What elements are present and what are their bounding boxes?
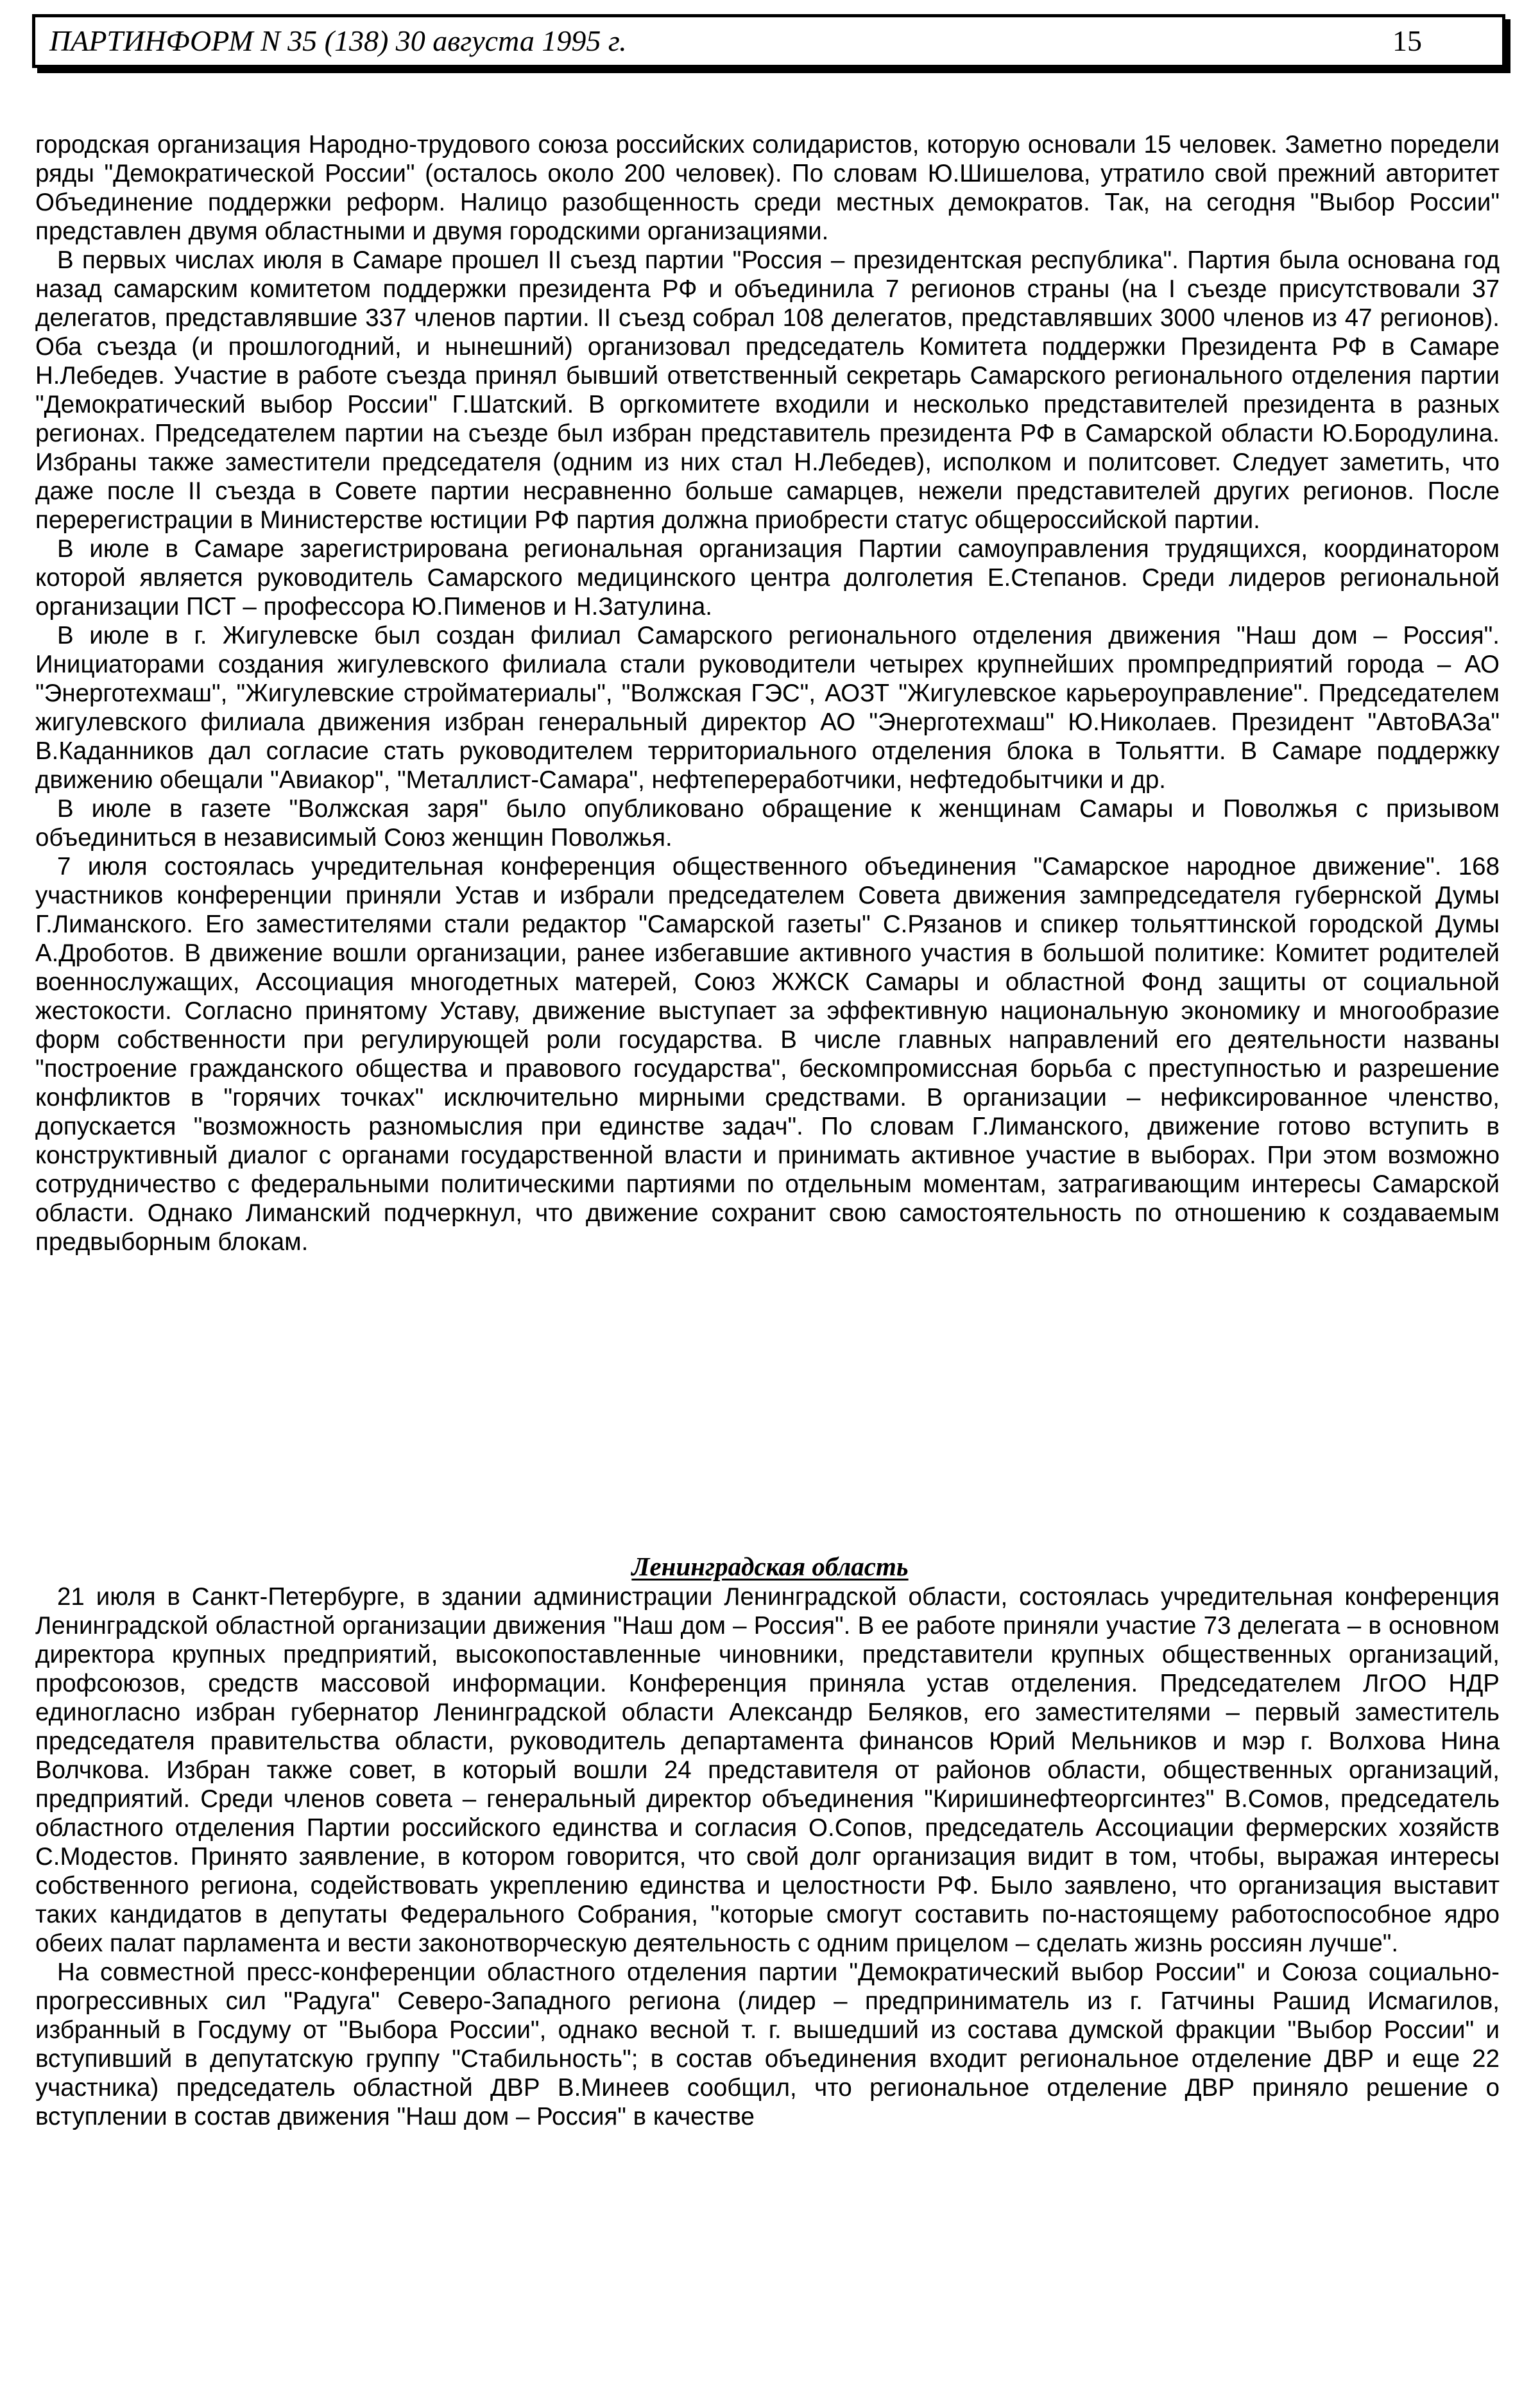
publication-title: ПАРТИНФОРМ N 35 (138) 30 августа 1995 г. — [49, 24, 627, 57]
paragraph: 7 июля состоялась учредительная конференция общественного объединения "Самарское народное движение". 168 участников конференции приняли Устав и избрали председателем Совета движения зампредседателя губернской Думы Г.Лиманского. Его заместителями стали редактор "Самарской газеты" С.Рязанов и спикер тольяттинской городской Думы А.Дроботов. В движение вошли организации, ранее избегавшие активного участия в большой политике: Комитет родителей военнослужащих, Ассоциация многодетных матерей, Союз ЖЖСК Самары и областной Фонд защиты от социальной жестокости. Согласно принятому Уставу, движение выступает за эффективную национальную экономику и многообразие форм собственности при регулирующей роли государства. В числе главных направлений его деятельности названы "построение гражданского общества и правового государства", бескомпромиссная борьба с преступностью и разрешение конфликтов в "горячих точках" исключительно мирными средствами. В организации – нефиксированное членство, допускается "возможность разномыслия при единстве задач". По словам Г.Лиманского, движение готово вступить в конструктивный диалог с органами государственной власти и принимать активное участие в выборах. При этом возможно сотрудничество с федеральными политическими партиями по отдельным моментам, затрагивающим интересы Самарской области. Однако Лиманский подчеркнул, что движение сохранит свою самостоятельность по отношению к создаваемым предвыборным блокам. — [35, 853, 1500, 1256]
article-body-samara — [35, 130, 1500, 1256]
paragraph: городская организация Народно-трудового союза российских солидаристов, которую основали 15 человек. Заметно поредели ряды "Демократической России" (осталось около 200 человек). По словам Ю.Шишелова, утратило свой прежний авторитет Объединение поддержки реформ. Налицо разобщенность среди местных демократов. Так, на сегодня "Выбор России" представлен двумя областными и двумя городскими организациями. — [35, 131, 1500, 245]
paragraph: В июле в газете "Волжская заря" было опубликовано обращение к женщинам Самары и Поволжья с призывом объединиться в независимый Союз женщин Поволжья. — [35, 795, 1500, 852]
section-heading-text: Ленинградская область — [631, 1552, 909, 1581]
paragraph: В июле в г. Жигулевске был создан филиал Самарского регионального отделения движения "Наш дом – Россия". Инициаторами создания жигулевского филиала стали руководители четырех крупнейших промпредприятий города – АО "Энерготехмаш", "Жигулевские стройматериалы", "Волжская ГЭС", АОЗТ "Жигулевское карьероуправление". Председателем жигулевского филиала движения избран генеральный директор АО "Энерготехмаш" Ю.Николаев. Президент "АвтоВАЗа" В.Каданников дал согласие стать руководителем территориального отделения блока в Тольятти. В Самаре поддержку движению обещали "Авиакор", "Металлист-Самара", нефтепереработчики, нефтедобытчики и др. — [35, 622, 1500, 794]
paragraph: В первых числах июля в Самаре прошел II съезд партии "Россия – президентская республика". Партия была основана год назад самарским комитетом поддержки президента РФ и объединила 7 регионов страны (на I съезде присутствовали 37 делегатов, представлявшие 337 членов партии. II съезд собрал 108 делегатов, представлявших 3000 членов из 47 регионов). Оба съезда (и прошлогодний, и нынешний) организовал председатель Комитета поддержки Президента РФ в Самаре Н.Лебедев. Участие в работе съезда принял бывший ответственный секретарь Самарского регионального отделения партии "Демократический выбор России" Г.Шатский. В оргкомитете входили и несколько представителей президента в разных регионах. Председателем партии на съезде был избран представитель президента РФ в Самарской области Ю.Бородулина. Избраны также заместители председателя (одним из них стал Н.Лебедев), исполком и политсовет. Следует заметить, что даже после II съезда в Совете партии несравненно больше самарцев, нежели представителей других регионов. После перерегистрации в Министерстве юстиции РФ партия должна приобрести статус общероссийской партии. — [35, 246, 1500, 534]
page-header — [32, 14, 1505, 68]
page-number: 15 — [1392, 24, 1422, 57]
section-heading-leningrad — [0, 1551, 1540, 1582]
paragraph: На совместной пресс-конференции областного отделения партии "Демократический выбор России" и Союза социально-прогрессивных сил "Радуга" Северо-Западного региона (лидер – предприниматель из г. Гатчины Рашид Исмагилов, избранный в Госдуму от "Выбора России", однако весной т. г. вышедший из состава думской фракции "Выбор России" и вступивший в депутатскую группу "Стабильность"; в состав объединения входит региональное отделение ДВР и еще 22 участника) председатель областной ДВР В.Минеев сообщил, что региональное отделение ДВР приняло решение о вступлении в состав движения "Наш дом – Россия" в качестве — [35, 1958, 1500, 2130]
paragraph: 21 июля в Санкт-Петербурге, в здании администрации Ленинградской области, состоялась учредительная конференция Ленинградской областной организации движения "Наш дом – Россия". В ее работе приняли участие 73 делегата – в основном директора крупных предприятий, высокопоставленные чиновники, представители крупных общественных организаций, профсоюзов, средств массовой информации. Конференция приняла устав отделения. Председателем ЛгОО НДР единогласно избран губернатор Ленинградской области Александр Беляков, его заместителями – первый заместитель председателя правительства области, руководитель департамента финансов Юрий Мельников и мэр г. Волхова Нина Волчкова. Избран также совет, в который вошли 24 представителя от районов области, общественных организаций, предприятий. Среди членов совета – генеральный директор объединения "Киришинефтеоргсинтез" В.Сомов, председатель областного отделения Партии российского единства и согласия О.Сопов, председатель Ассоциации фермерских хозяйств С.Модестов. Принято заявление, в котором говорится, что свой долг организация видит в том, чтобы, выражая интересы собственного региона, содействовать укреплению единства и целостности РФ. Было заявлено, что организация выставит таких кандидатов в депутаты Федерального Собрания, "которые смогут составить по-настоящему работоспособное ядро обеих палат парламента и вести законотворческую деятельность с одним прицелом – сделать жизнь россиян лучше". — [35, 1583, 1500, 1957]
article-body-leningrad — [35, 1582, 1500, 2131]
paragraph: В июле в Самаре зарегистрирована региональная организация Партии самоуправления трудящихся, координатором которой является руководитель Самарского медицинского центра долголетия Е.Степанов. Среди лидеров региональной организации ПСТ – профессора Ю.Пименов и Н.Затулина. — [35, 535, 1500, 621]
